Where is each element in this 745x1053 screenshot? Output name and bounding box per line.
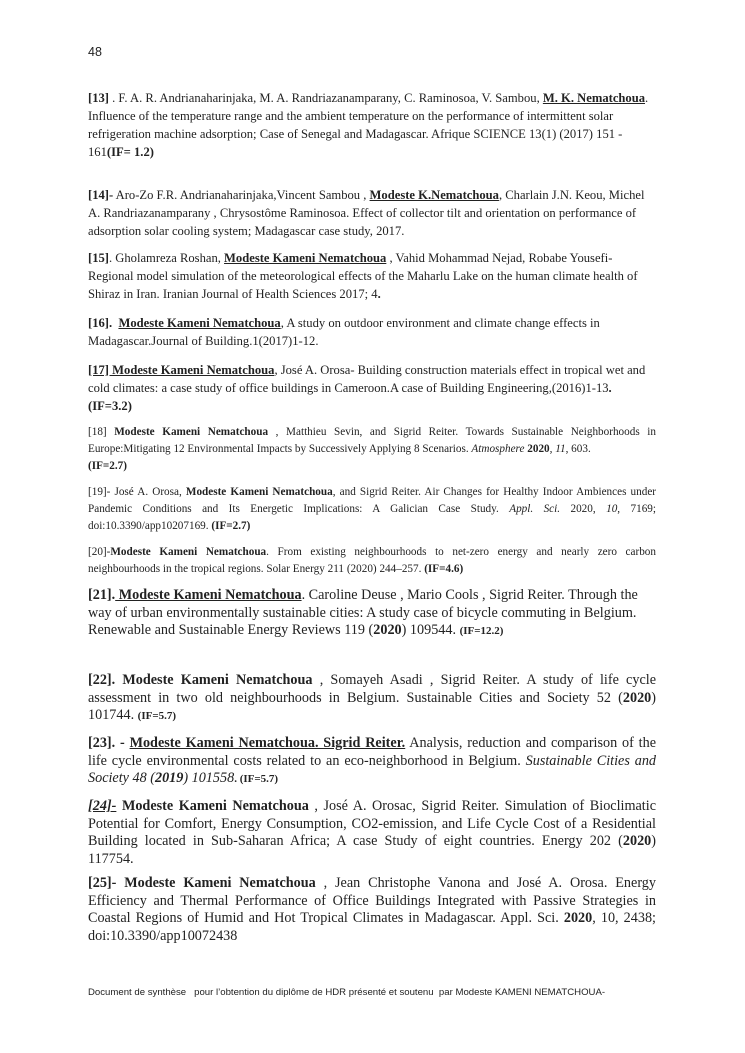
reference-13 (88, 89, 656, 161)
ref-details: , José A. Orosac, Sigrid Reiter. Simulation of Bioclimatic Potential for Comfort, Energy Consumption, CO2-emission, and Life Cycle Cost of a Residential Building located in Sub-Saharan Africa; A case Study of eight countries. Energy 202 ( (88, 798, 656, 849)
ref-pages: , 10, 2438; doi:10.3390/app10072438 (88, 910, 656, 944)
page-number: 48 (88, 45, 102, 59)
ref-label: [14]- (88, 188, 114, 202)
ref-pages: , 7169; doi:10.3390/app10207169. (88, 503, 656, 532)
ref-label: [13] (88, 91, 109, 105)
ref-journal: Atmosphere (471, 443, 525, 455)
reference-14 (88, 186, 656, 240)
reference-16 (88, 314, 656, 350)
ref-details: , Somayeh Asadi , Sigrid Reiter. A study of life cycle assessment in two old neighbourhoods in Belgium. Sustainable Cities and Society 52 ( (88, 672, 656, 706)
impact-factor: (IF=5.7) (137, 710, 177, 722)
ref-authors: . F. A. R. Andrianaharinjaka, M. A. Randriazanamparany, C. Raminosoa, V. Sambou, (108, 91, 543, 105)
reference-15 (88, 249, 656, 303)
ref-label: [15] (88, 251, 109, 265)
ref-author-highlight: [17] Modeste Kameni Nematchoua (88, 363, 275, 377)
ref-label: [21]. (88, 587, 116, 603)
ref-pages: , 603. (565, 443, 591, 455)
reference-20 (88, 544, 656, 578)
ref-author-highlight: Modeste Kameni Nematchoua (224, 251, 387, 265)
ref-details: Analysis, reduction and comparison of the life cycle environmental costs related to an eco-neighborhood in Belgium. (88, 735, 656, 769)
ref-label: [18] (88, 426, 115, 438)
ref-label: [25]- (88, 875, 125, 891)
reference-21 (88, 587, 656, 641)
ref-author-highlight: Modeste Kameni Nematchoua (118, 316, 281, 330)
ref-label: [23]. - (88, 735, 130, 751)
page-footer: Document de synthèse pour l’obtention du diplôme de HDR présenté et soutenu par Modeste KAMENI NEMATCHOUA- (88, 987, 606, 998)
ref-author-highlight: Modeste Kameni Nematchoua (115, 587, 302, 603)
ref-author-highlight: Modeste Kameni Nematchoua (122, 672, 313, 688)
ref-details: . Influence of the temperature range and the ambient temperature on the performance of intermittent solar refrigeration machine adsorption; Case of Senegal and Madagascar. Afrique SCIENCE 13(1) (2017) 151 - 161 (88, 91, 649, 159)
ref-year: 2020 (622, 689, 652, 706)
ref-details: , A study on outdoor environment and climate change effects in Madagascar.Journal of Building.1(2017)1-12. (88, 316, 600, 348)
ref-details: . From existing neighbourhoods to net-zero energy and nearly zero carbon neighbourhoods in the tropical regions. Solar Energy 211 (2020) 244–257. (88, 546, 656, 575)
ref-author-highlight: Modeste Kameni Nematchoua (116, 798, 309, 814)
ref-author-highlight: Modeste Kameni Nematchoua (185, 486, 333, 498)
impact-factor: (IF=4.6) (424, 563, 464, 575)
ref-authors: . Gholamreza Roshan, (108, 251, 225, 265)
reference-19 (88, 484, 656, 535)
impact-factor: . (IF=5.7) (234, 773, 279, 785)
ref-year: 2020 (563, 910, 593, 926)
reference-24 (88, 798, 656, 868)
impact-factor: (IF=2.7) (88, 460, 127, 472)
ref-author-highlight: Modeste Kameni Nematchoua (124, 875, 316, 891)
reference-18 (88, 424, 656, 475)
ref-year: 2020 (622, 833, 652, 849)
ref-label: [24]- (88, 798, 117, 814)
ref-authors: Aro-Zo F.R. Andrianaharinjaka,Vincent Sambou , (113, 188, 370, 202)
ref-author-highlight: Modeste Kameni Nematchoua (114, 426, 269, 438)
ref-details: , Jean Christophe Vanona and José A. Orosa. Energy Efficiency and Thermal Performance of Office Buildings Integrated with Passive Strategies in Coastal Regions of Humid and Hot Tropical Climates in Madagascar. Appl. Sci. (88, 875, 656, 926)
ref-year: 2020 (373, 622, 402, 638)
impact-factor: (IF=12.2) (459, 625, 504, 637)
ref-end: . (377, 287, 381, 301)
ref-pages: ) 101744. (88, 689, 656, 723)
ref-author-highlight: Modeste Kameni Nematchoua. Sigrid Reiter. (129, 735, 406, 751)
ref-label: [20]- (88, 546, 111, 558)
reference-17 (88, 361, 656, 415)
ref-details: , Vahid Mohammad Nejad, Robabe Yousefi- Regional model simulation of the meteorological effects of the Maharlu Lake on the human climate health of Shiraz in Iran. Iranian Journal of Health Sciences 2017; 4 (88, 251, 638, 301)
reference-22 (88, 672, 656, 726)
ref-pages: ) 109544. (401, 622, 460, 638)
ref-year: 2019 (154, 770, 184, 786)
ref-author-highlight: Modeste Kameni Nematchoua (110, 546, 267, 558)
ref-details: , Charlain J.N. Keou, Michel A. Randriazanamparany , Chrysostôme Raminosoa. Effect of collector tilt and orientation on performance of adsorption solar cooling system; Madagascar case study, 2017. (88, 188, 645, 238)
ref-author-highlight: M. K. Nematchoua (542, 91, 646, 105)
ref-label: [22]. (88, 672, 123, 688)
reference-25 (88, 875, 656, 945)
ref-year: 2020, (560, 503, 607, 515)
ref-pages: ) 117754. (88, 833, 656, 867)
ref-label: [19]- José A. Orosa, (88, 486, 186, 498)
ref-journal: Sustainable Cities and Society 48 ( (88, 752, 657, 786)
ref-pages: ) 101558 (183, 770, 235, 786)
reference-23 (88, 735, 656, 789)
impact-factor: (IF= 1.2) (106, 145, 154, 159)
ref-details: , Matthieu Sevin, and Sigrid Reiter. Towards Sustainable Neighborhoods in Europe:Mitigating 12 Environmental Impacts by Successively Applying 8 Scenarios. (88, 426, 657, 455)
ref-volume: 10 (606, 503, 618, 515)
ref-year: 2020 (524, 443, 550, 455)
impact-factor: (IF=2.7) (211, 520, 251, 532)
ref-details: , José A. Orosa- Building construction materials effect in tropical wet and cold climates: a case study of office buildings in Cameroon.A case of Building Engineering,(2016)1-13 (88, 363, 646, 395)
ref-details: . Caroline Deuse , Mario Cools , Sigrid Reiter. Through the way of urban environmentally sustainable cities: A study case of bicycle commuting in Belgium. Renewable and Sustainable Energy Reviews 119 ( (88, 587, 638, 638)
ref-author-highlight: Modeste K.Nematchoua (369, 188, 499, 202)
ref-journal: Appl. Sci. (509, 503, 561, 515)
ref-volume: , 11 (549, 443, 566, 455)
ref-details: , and Sigrid Reiter. Air Changes for Healthy Indoor Ambiences under Pandemic Conditions and Its Energetic Implications: A Galician Case Study. (88, 486, 657, 515)
ref-label: [16]. (88, 316, 113, 330)
impact-factor: . (IF=3.2) (88, 381, 612, 413)
